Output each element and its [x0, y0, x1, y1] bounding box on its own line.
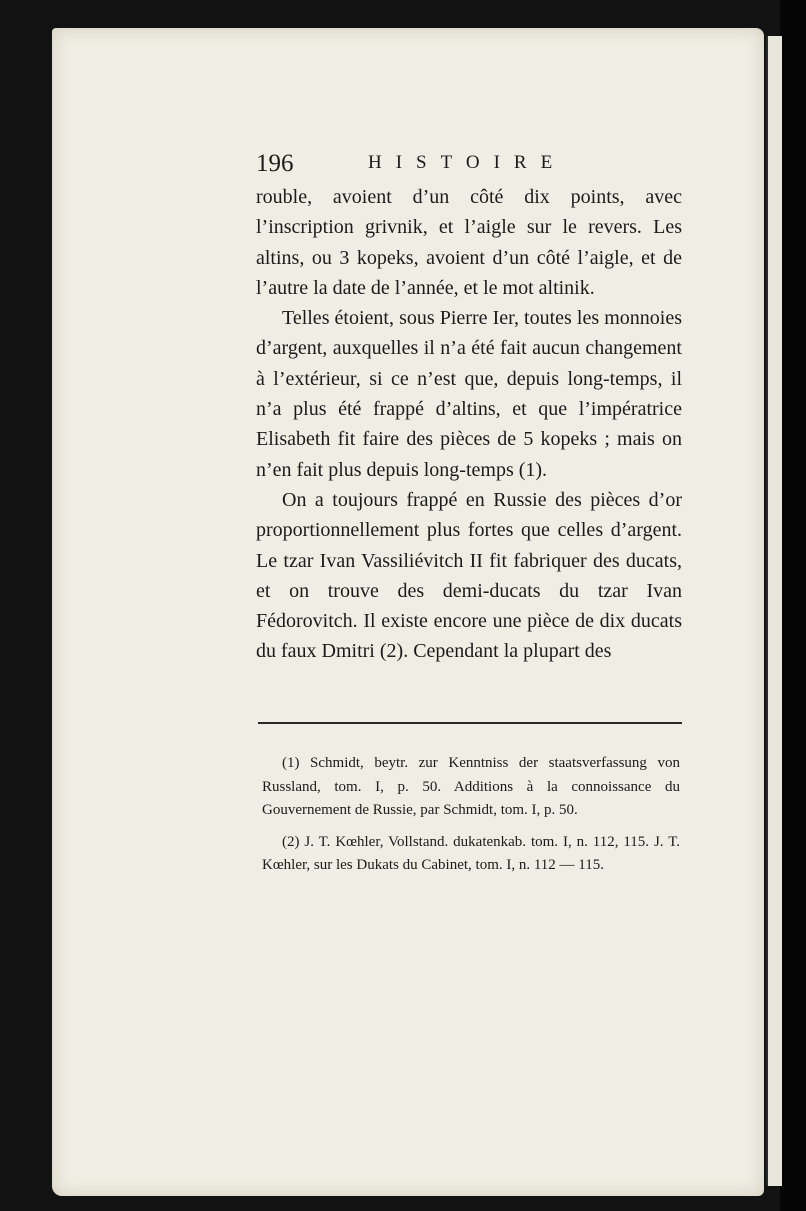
footnote-2: (2) J. T. Kœhler, Vollstand. dukatenkab. tom. I, n. 112, 115. J. T. Kœhler, sur les Dukats du Cabinet, tom. I, n. 112 — 115.: [262, 833, 680, 873]
paragraph-1: rouble, avoient d’un côté dix points, avec l’inscription grivnik, et l’aigle sur le revers. Les altins, ou 3 kopeks, avoient d’un côté l’aigle, et de l’autre la date de l’année, et le mot altinik.: [256, 186, 682, 299]
page-number: 196: [256, 150, 294, 177]
paragraph-3: On a toujours frappé en Russie des pièces d’or proportionnellement plus fortes que celles d’argent. Le tzar Ivan Vassiliévitch II fit fabriquer des ducats, et on trouve des demi-ducats du tzar Ivan Fédorovitch. Il existe encore une pièce de dix ducats du faux Dmitri (2). Cependant la plupart des: [256, 488, 682, 663]
footnote-1: (1) Schmidt, beytr. zur Kenntniss der staatsverfassung von Russland, tom. I, p. 50. Additions à la connoissance du Gouvernement de Russie, par Schmidt, tom. I, p. 50.: [262, 755, 680, 818]
footnote-divider: [258, 722, 682, 724]
paragraph-2: Telles étoient, sous Pierre Ier, toutes les monnoies d’argent, auxquelles il n’a été fait aucun changement à l’extérieur, si ce n’est que, depuis long-temps, il n’a plus été frappé d’altins, et que l’impératrice Elisabeth fit faire des pièces de 5 kopeks ; mais on n’en fait plus depuis long-temps (1).: [256, 307, 682, 481]
body-text: [256, 182, 682, 667]
adjacent-page-edge: [766, 36, 782, 1186]
scan-background-edge: [780, 0, 806, 1211]
running-title: HISTOIRE: [368, 152, 567, 173]
footnotes: [262, 752, 680, 886]
page-header: [256, 150, 696, 182]
